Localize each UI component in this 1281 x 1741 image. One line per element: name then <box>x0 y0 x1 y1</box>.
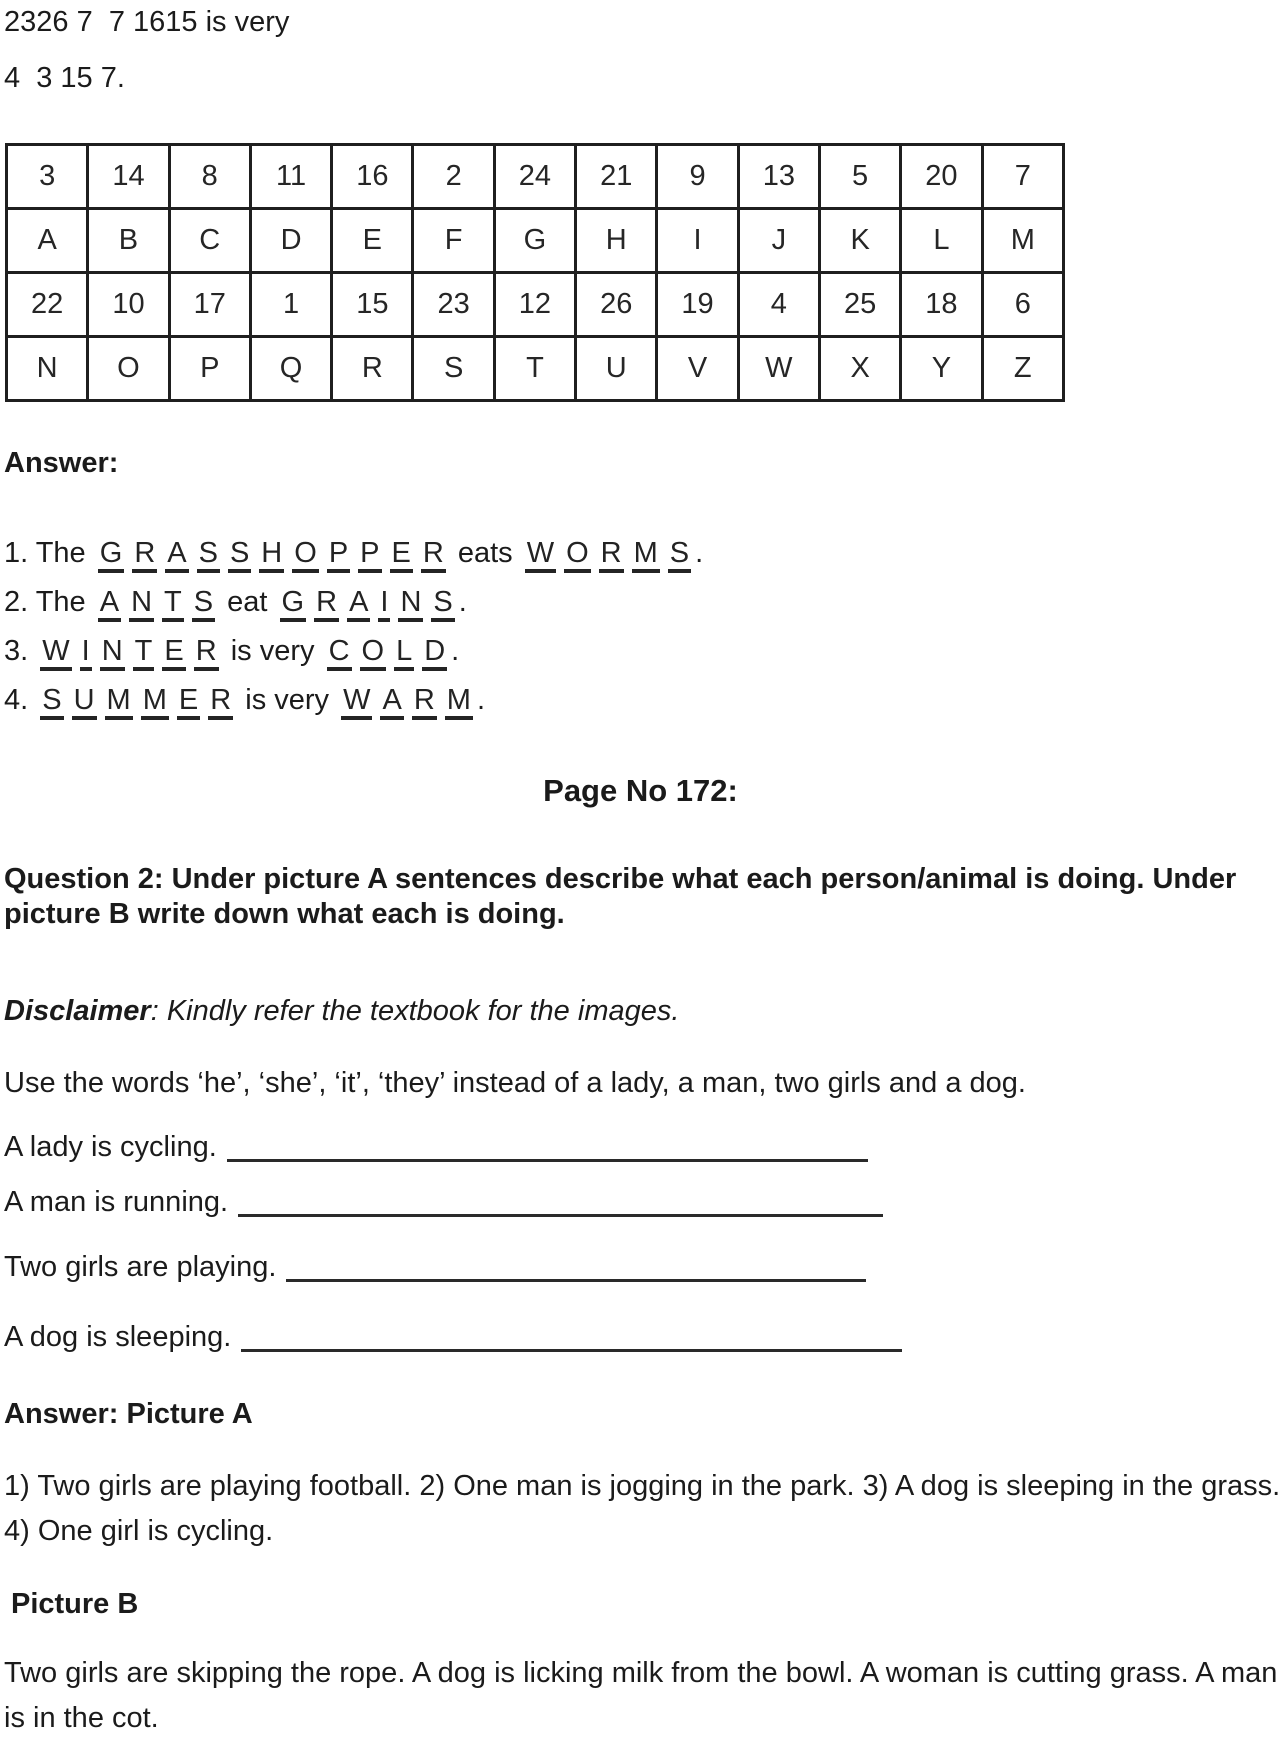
cipher-table-row <box>7 208 1064 272</box>
cipher-table-row <box>7 336 1064 400</box>
fill-item-blank-line <box>241 1345 902 1352</box>
cipher-cell: O <box>88 336 169 400</box>
spelled-answer-line <box>4 536 1281 585</box>
cipher-cell: B <box>88 208 169 272</box>
plain-text: 4. <box>4 684 37 717</box>
cipher-cell: 13 <box>738 144 819 208</box>
spelled-letter: D <box>422 636 447 670</box>
spelled-letter: R <box>132 538 157 572</box>
fill-item-label: A dog is sleeping. <box>4 1320 232 1353</box>
plain-text: eats <box>449 537 521 570</box>
cipher-cell: 12 <box>494 272 575 336</box>
fill-item <box>4 1250 1281 1285</box>
spelled-letter: A <box>380 685 403 719</box>
cipher-cell: W <box>738 336 819 400</box>
cipher-cell: D <box>250 208 331 272</box>
spelled-answers-list <box>4 536 1281 732</box>
plain-text: 2. The <box>4 586 94 619</box>
spelled-letter: M <box>105 685 133 719</box>
spelled-letter: R <box>314 587 339 621</box>
fill-in-blank-list <box>4 1130 1281 1354</box>
plain-text: eat <box>219 586 276 619</box>
cipher-cell: 25 <box>819 272 900 336</box>
spelled-letter: R <box>421 538 446 572</box>
spelled-letter: S <box>192 587 215 621</box>
cipher-cell: 10 <box>88 272 169 336</box>
plain-text: . <box>476 684 485 717</box>
disclaimer-label: Disclaimer <box>4 994 151 1027</box>
spelled-letter: W <box>525 538 556 572</box>
cipher-cell: 24 <box>494 144 575 208</box>
page-number-heading: Page No 172: <box>543 773 738 809</box>
cipher-cell: P <box>169 336 250 400</box>
fill-item-label: Two girls are playing. <box>4 1250 277 1283</box>
spelled-letter: N <box>100 636 125 670</box>
cipher-cell: G <box>494 208 575 272</box>
spelled-letter: P <box>358 538 381 572</box>
spelled-letter: I <box>80 636 92 670</box>
cipher-intro-line-2: 4 3 15 7. <box>4 61 125 94</box>
spelled-letter: G <box>280 587 307 621</box>
cipher-cell: 22 <box>7 272 88 336</box>
plain-text: 3. <box>4 635 37 668</box>
spelled-letter: C <box>327 636 352 670</box>
cipher-cell: 5 <box>819 144 900 208</box>
spelled-letter: E <box>162 636 185 670</box>
cipher-cell: Q <box>250 336 331 400</box>
cipher-cell: 21 <box>576 144 657 208</box>
fill-item-blank-line <box>227 1155 868 1162</box>
cipher-cell: 23 <box>413 272 494 336</box>
cipher-cell: V <box>657 336 738 400</box>
spelled-letter: E <box>177 685 200 719</box>
fill-item <box>4 1320 1281 1355</box>
spelled-letter: T <box>162 587 184 621</box>
fill-item <box>4 1185 1281 1220</box>
spelled-letter: R <box>208 685 233 719</box>
cipher-cell: 18 <box>901 272 982 336</box>
spelled-letter: M <box>632 538 660 572</box>
cipher-cell: 2 <box>413 144 494 208</box>
cipher-cell: 20 <box>901 144 982 208</box>
cipher-table-row <box>7 144 1064 208</box>
spelled-letter: H <box>259 538 284 572</box>
spelled-letter: A <box>98 587 121 621</box>
cipher-table-row <box>7 272 1064 336</box>
answer-picture-b-text: Two girls are skipping the rope. A dog is licking milk from the bowl. A woman is cutting grass. A man is in the cot. <box>4 1656 1278 1734</box>
cipher-cell: 14 <box>88 144 169 208</box>
plain-text: . <box>458 586 467 619</box>
spelled-letter: L <box>394 636 414 670</box>
spelled-letter: S <box>40 685 63 719</box>
spelled-letter: S <box>431 587 454 621</box>
spelled-letter: R <box>194 636 219 670</box>
spelled-letter: N <box>398 587 423 621</box>
cipher-cell: 4 <box>738 272 819 336</box>
spelled-letter: S <box>668 538 691 572</box>
spelled-letter: M <box>445 685 473 719</box>
spelled-letter: O <box>292 538 319 572</box>
cipher-cell: 17 <box>169 272 250 336</box>
cipher-cell: 19 <box>657 272 738 336</box>
cipher-cell: 7 <box>982 144 1063 208</box>
cipher-cell: E <box>332 208 413 272</box>
spelled-letter: O <box>564 538 591 572</box>
cipher-cell: 26 <box>576 272 657 336</box>
cipher-cell: H <box>576 208 657 272</box>
cipher-cell: C <box>169 208 250 272</box>
cipher-table-body <box>7 144 1064 400</box>
plain-text: . <box>451 635 460 668</box>
cipher-cell: 6 <box>982 272 1063 336</box>
picture-b-heading: Picture B <box>11 1588 139 1621</box>
cipher-cell: 11 <box>250 144 331 208</box>
plain-text: is very <box>237 684 338 717</box>
spelled-letter: A <box>347 587 370 621</box>
cipher-cell: N <box>7 336 88 400</box>
plain-text: is very <box>222 635 323 668</box>
cipher-intro-line-1: 2326 7 7 1615 is very <box>4 6 290 38</box>
fill-item <box>4 1130 1281 1165</box>
spelled-letter: A <box>165 538 188 572</box>
cipher-cell: L <box>901 208 982 272</box>
spelled-letter: N <box>129 587 154 621</box>
cipher-cell: I <box>657 208 738 272</box>
spelled-answer-line <box>4 634 1281 683</box>
plain-text: . <box>695 537 704 570</box>
cipher-cell: T <box>494 336 575 400</box>
cipher-cell: 1 <box>250 272 331 336</box>
plain-text: 1. The <box>4 537 94 570</box>
disclaimer-line <box>4 994 1281 1029</box>
cipher-cell: K <box>819 208 900 272</box>
fill-item-label: A man is running. <box>4 1185 229 1218</box>
cipher-cell: S <box>413 336 494 400</box>
cipher-key-table <box>5 143 1065 402</box>
answer-heading: Answer: <box>4 446 119 479</box>
spelled-letter: R <box>599 538 624 572</box>
spelled-answer-line <box>4 585 1281 634</box>
spelled-letter: R <box>412 685 437 719</box>
spelled-letter: W <box>341 685 372 719</box>
spelled-letter: U <box>72 685 97 719</box>
spelled-answer-line <box>4 683 1281 732</box>
spelled-letter: S <box>197 538 220 572</box>
spelled-letter: M <box>141 685 169 719</box>
answer-picture-a-heading: Answer: Picture A <box>4 1398 253 1431</box>
spelled-letter: S <box>228 538 251 572</box>
question-2-text: Question 2: Under picture A sentences describe what each person/animal is doing. Under picture B write down what each is doing. <box>4 862 1237 930</box>
spelled-letter: P <box>327 538 350 572</box>
answer-picture-a-text: 1) Two girls are playing football. 2) One man is jogging in the park. 3) A dog is sleeping in the grass. 4) One girl is cycling. <box>4 1470 1281 1548</box>
cipher-cell: A <box>7 208 88 272</box>
cipher-cell: 8 <box>169 144 250 208</box>
cipher-cell: 3 <box>7 144 88 208</box>
cipher-cell: R <box>332 336 413 400</box>
cipher-cell: 15 <box>332 272 413 336</box>
cipher-cell: X <box>819 336 900 400</box>
spelled-letter: T <box>133 636 155 670</box>
fill-item-blank-line <box>286 1275 866 1282</box>
spelled-letter: I <box>378 587 390 621</box>
cipher-cell: M <box>982 208 1063 272</box>
fill-item-label: A lady is cycling. <box>4 1131 217 1164</box>
cipher-cell: F <box>413 208 494 272</box>
spelled-letter: G <box>98 538 125 572</box>
disclaimer-text: : Kindly refer the textbook for the images. <box>150 994 680 1027</box>
cipher-cell: 9 <box>657 144 738 208</box>
spelled-letter: W <box>40 636 71 670</box>
cipher-cell: J <box>738 208 819 272</box>
fill-item-blank-line <box>238 1210 883 1217</box>
spelled-letter: O <box>360 636 387 670</box>
cipher-cell: Y <box>901 336 982 400</box>
cipher-cell: 16 <box>332 144 413 208</box>
spelled-letter: E <box>390 538 413 572</box>
cipher-cell: Z <box>982 336 1063 400</box>
cipher-cell: U <box>576 336 657 400</box>
exercise-instruction: Use the words ‘he’, ‘she’, ‘it’, ‘they’ instead of a lady, a man, two girls and a dog. <box>4 1067 1026 1100</box>
